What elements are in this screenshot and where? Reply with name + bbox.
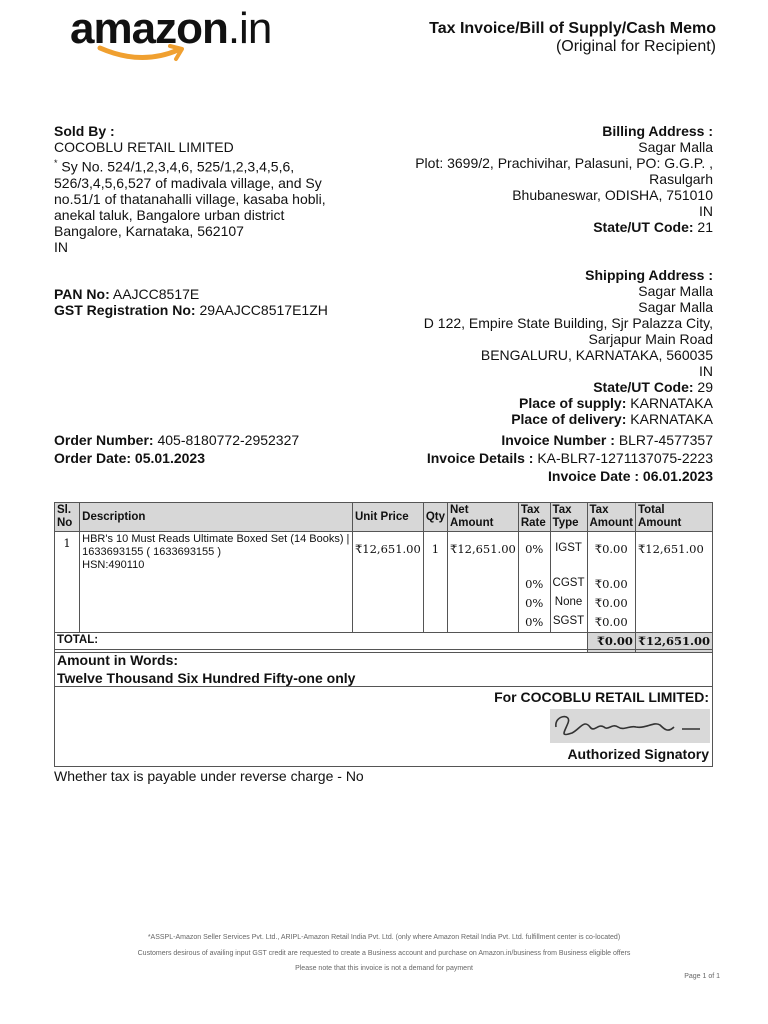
invoice-subtitle: (Original for Recipient): [555, 38, 716, 55]
billing-line: IN: [699, 203, 713, 219]
shipping-label: Shipping Address :: [585, 267, 713, 283]
cell-tax-amount: ₹0.00: [587, 576, 635, 595]
total-tax-amount: ₹0.00: [587, 633, 635, 653]
cell-unit-price: ₹12,651.00: [352, 532, 423, 633]
col-header-tax-type: Tax Type: [550, 503, 587, 532]
cell-tax-amount: ₹0.00: [587, 532, 635, 576]
cell-sl: 1: [55, 532, 80, 633]
amount-in-words-value: Twelve Thousand Six Hundred Fifty-one only: [57, 670, 356, 686]
table-row: [55, 532, 713, 576]
seller-asterisk: *: [54, 158, 58, 168]
pan-value: AAJCC8517E: [112, 286, 200, 302]
logo-brand: amazon: [70, 4, 228, 53]
page-number: Page 1 of 1: [684, 973, 720, 980]
seller-address-line: Sy No. 524/1,2,3,4,6, 525/1,2,3,4,5,6,: [57, 158, 295, 175]
items-table: [54, 502, 713, 653]
billing-line: Rasulgarh: [649, 171, 713, 187]
signatory-label: Authorized Signatory: [567, 746, 709, 762]
cell-net-amount: ₹12,651.00: [448, 532, 519, 633]
col-header-total-amount: Total Amount: [635, 503, 712, 532]
description-line: HSN:490110: [82, 559, 145, 571]
col-header-qty: Qty: [423, 503, 447, 532]
table-header-row: [55, 503, 713, 532]
billing-block: [415, 123, 713, 235]
order-number-label: Order Number:: [54, 432, 154, 448]
billing-label: Billing Address :: [602, 123, 713, 139]
invoice-block: [427, 431, 713, 485]
description-line: HBR's 10 Must Reads Ultimate Boxed Set (14 Books) |: [82, 533, 350, 545]
shipping-line: BENGALURU, KARNATAKA, 560035: [480, 347, 713, 363]
amount-in-words-label: Amount in Words:: [57, 652, 179, 668]
shipping-line: Sagar Malla: [638, 283, 713, 299]
invoice-title: Tax Invoice/Bill of Supply/Cash Memo: [429, 20, 716, 37]
billing-state-value: 21: [697, 219, 713, 235]
signature-image: [550, 709, 710, 743]
cell-tax-type: SGST: [550, 614, 587, 633]
order-date-label: Order Date:: [54, 450, 132, 466]
seller-address-line: IN: [54, 238, 68, 255]
shipping-line: Sarjapur Main Road: [588, 331, 713, 347]
shipping-block: [424, 267, 713, 427]
shipping-state-label: State/UT Code:: [593, 379, 694, 395]
amazon-smile-icon: [96, 42, 186, 68]
seller-address-line: Bangalore, Karnataka, 562107: [54, 222, 244, 239]
seller-address-line: no.51/1 of thatanahalli village, kasaba hobli,: [54, 190, 326, 207]
shipping-line: D 122, Empire State Building, Sjr Palazza City,: [423, 315, 713, 331]
shipping-state-value: 29: [697, 379, 713, 395]
footer-note: *ASSPL-Amazon Seller Services Pvt. Ltd., ARIPL-Amazon Retail India Pvt. Ltd. (only where Amazon Retail India Pvt. Ltd. fulfillment center is co-located): [147, 934, 621, 941]
cell-tax-rate: 0%: [518, 614, 550, 633]
seller-name: COCOBLU RETAIL LIMITED: [54, 139, 234, 155]
place-of-supply-label: Place of supply:: [519, 395, 627, 411]
amount-in-words-box: [54, 649, 713, 687]
billing-line: Bhubaneswar, ODISHA, 751010: [512, 187, 713, 203]
invoice-details-value: KA-BLR7-1271137075-2223: [537, 450, 713, 466]
pan-label: PAN No:: [54, 286, 110, 302]
place-of-delivery-value: KARNATAKA: [630, 411, 713, 427]
cell-tax-type: IGST: [550, 532, 587, 576]
seller-address-line: anekal taluk, Bangalore urban district: [54, 206, 285, 223]
col-header-sl: Sl. No: [55, 503, 80, 532]
invoice-details-label: Invoice Details :: [426, 450, 534, 466]
billing-line: Sagar Malla: [638, 139, 713, 155]
invoice-number-label: Invoice Number :: [501, 432, 615, 448]
place-of-delivery-label: Place of delivery:: [511, 411, 627, 427]
invoice-number-value: BLR7-4577357: [618, 432, 713, 448]
seller-tax-ids: [54, 286, 328, 318]
col-header-description: Description: [80, 503, 353, 532]
total-label: TOTAL:: [55, 633, 588, 653]
order-date-value: 05.01.2023: [134, 450, 205, 466]
billing-line: Plot: 3699/2, Prachivihar, Palasuni, PO: G.G.P. ,: [415, 155, 713, 171]
footer-note: Customers desirous of availing input GST credit are requested to create a Business account and purchase on Amazon.in/business from Business eligible offers: [137, 950, 631, 957]
cell-total-amount: ₹12,651.00: [635, 532, 712, 633]
col-header-tax-amount: Tax Amount: [587, 503, 635, 532]
reverse-charge-note: Whether tax is payable under reverse charge - No: [54, 768, 364, 784]
cell-tax-rate: 0%: [518, 595, 550, 614]
gst-label: GST Registration No:: [54, 302, 196, 318]
cell-qty: 1: [423, 532, 447, 633]
description-line: 1633693155 ( 1633693155 ): [82, 546, 222, 558]
col-header-net-amount: Net Amount: [448, 503, 519, 532]
shipping-line: Sagar Malla: [638, 299, 713, 315]
footer-note: Please note that this invoice is not a demand for payment: [295, 965, 473, 972]
cell-description: [80, 532, 353, 633]
order-block: [54, 431, 299, 467]
signatory-for: For COCOBLU RETAIL LIMITED:: [494, 689, 709, 705]
col-header-tax-rate: Tax Rate: [518, 503, 550, 532]
gst-value: 29AAJCC8517E1ZH: [199, 302, 328, 318]
billing-state-label: State/UT Code:: [593, 219, 694, 235]
seller-address-line: 526/3,4,5,6,527 of madivala village, and Sy: [54, 174, 322, 191]
invoice-date-value: 06.01.2023: [642, 468, 713, 484]
cell-tax-rate: 0%: [518, 532, 550, 576]
seller-block: [54, 123, 326, 255]
total-grand-amount: ₹12,651.00: [635, 633, 712, 653]
cell-tax-type: None: [550, 595, 587, 614]
cell-tax-type: CGST: [550, 576, 587, 595]
place-of-supply-value: KARNATAKA: [630, 395, 713, 411]
cell-tax-rate: 0%: [518, 576, 550, 595]
signature-scribble-icon: [550, 709, 710, 743]
sold-by-label: Sold By :: [54, 123, 115, 139]
cell-tax-amount: ₹0.00: [587, 614, 635, 633]
col-header-unit-price: Unit Price: [352, 503, 423, 532]
order-number-value: 405-8180772-2952327: [157, 432, 300, 448]
logo-suffix: .in: [227, 4, 272, 53]
shipping-line: IN: [699, 363, 713, 379]
invoice-date-label: Invoice Date :: [548, 468, 640, 484]
cell-tax-amount: ₹0.00: [587, 595, 635, 614]
